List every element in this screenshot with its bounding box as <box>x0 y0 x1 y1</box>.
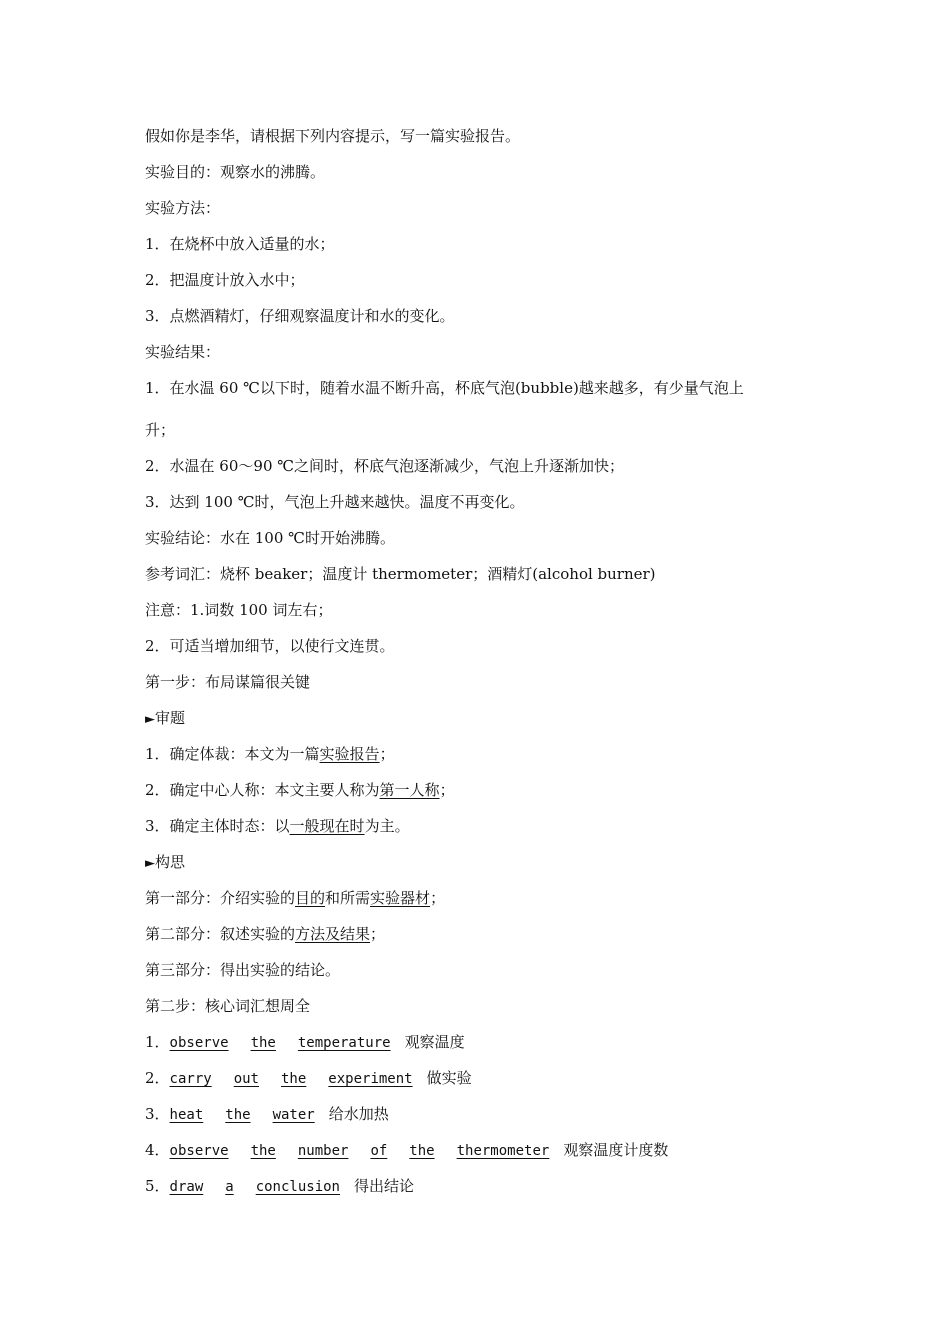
result-item-continued: 升； <box>145 421 176 439</box>
answer-blank: 实验报告 <box>319 745 380 763</box>
concept-title: 构思 <box>155 853 186 871</box>
task-intro: 假如你是李华，请根据下列内容提示，写一篇实验报告。 <box>145 127 521 145</box>
answer-blank: 方法及结果 <box>295 925 371 943</box>
step1-title: 第一步：布局谋篇很关键 <box>145 673 311 691</box>
note-item: 注意：1.词数 100 词左右； <box>145 601 333 619</box>
method-item: 3．点燃酒精灯，仔细观察温度计和水的变化。 <box>145 307 455 325</box>
chinese-meaning: 得出结论 <box>354 1177 415 1195</box>
step2-title: 第二步：核心词汇想周全 <box>145 997 311 1015</box>
triangle-bullet-icon: ► <box>145 712 155 727</box>
triangle-bullet-icon: ► <box>145 856 155 871</box>
note-item: 2．可适当增加细节，以使行文连贯。 <box>145 637 395 655</box>
vocab-phrase-item: 4．observe the number of the thermometer 观察温度计度数 <box>145 1141 669 1159</box>
vocab-phrase-item: 2．carry out the experiment 做实验 <box>145 1069 472 1087</box>
result-item: 3．达到 100 ℃时，气泡上升越来越快。温度不再变化。 <box>145 493 525 511</box>
chinese-meaning: 做实验 <box>426 1069 472 1087</box>
answer-blank: 一般现在时 <box>289 817 365 835</box>
answer-blank: 目的 <box>295 889 326 907</box>
review-item: 3．确定主体时态：以一般现在时为主。 <box>145 817 410 835</box>
english-phrase: draw a conclusion <box>169 1179 340 1195</box>
english-phrase: carry out the experiment <box>169 1071 413 1087</box>
document-body <box>145 124 825 1210</box>
result-title: 实验结果： <box>145 343 221 361</box>
result-item: 1．在水温 60 ℃以下时，随着水温不断升高，杯底气泡(bubble)越来越多，有少量气泡上 <box>145 379 744 397</box>
english-phrase: observe the temperature <box>169 1035 391 1051</box>
result-item: 2．水温在 60～90 ℃之间时，杯底气泡逐渐减少，气泡上升逐渐加快； <box>145 457 625 475</box>
method-title: 实验方法： <box>145 199 221 217</box>
experiment-purpose: 实验目的：观察水的沸腾。 <box>145 163 326 181</box>
review-heading <box>145 706 825 742</box>
outline-part: 第一部分：介绍实验的目的和所需实验器材； <box>145 889 446 907</box>
experiment-conclusion: 实验结论：水在 100 ℃时开始沸腾。 <box>145 529 395 547</box>
vocab-phrase-item: 3．heat the water 给水加热 <box>145 1105 389 1123</box>
review-title: 审题 <box>155 709 186 727</box>
vocab-phrase-item: 1．observe the temperature 观察温度 <box>145 1033 465 1051</box>
outline-part: 第三部分：得出实验的结论。 <box>145 961 341 979</box>
review-item: 1．确定体裁：本文为一篇实验报告； <box>145 745 395 763</box>
outline-part: 第二部分：叙述实验的方法及结果； <box>145 925 386 943</box>
answer-blank: 实验器材 <box>370 889 431 907</box>
english-phrase: heat the water <box>169 1107 315 1123</box>
reference-vocabulary: 参考词汇：烧杯 beaker；温度计 thermometer；酒精灯(alcohol burner) <box>145 565 656 583</box>
chinese-meaning: 给水加热 <box>328 1105 389 1123</box>
answer-blank: 第一人称 <box>379 781 440 799</box>
chinese-meaning: 观察温度计度数 <box>563 1141 669 1159</box>
vocab-phrase-item: 5．draw a conclusion 得出结论 <box>145 1177 415 1195</box>
method-item: 2．把温度计放入水中； <box>145 271 305 289</box>
english-phrase: observe the number of the thermometer <box>169 1143 550 1159</box>
chinese-meaning: 观察温度 <box>404 1033 465 1051</box>
review-item: 2．确定中心人称：本文主要人称为第一人称； <box>145 781 455 799</box>
method-item: 1．在烧杯中放入适量的水； <box>145 235 335 253</box>
concept-heading <box>145 850 825 886</box>
